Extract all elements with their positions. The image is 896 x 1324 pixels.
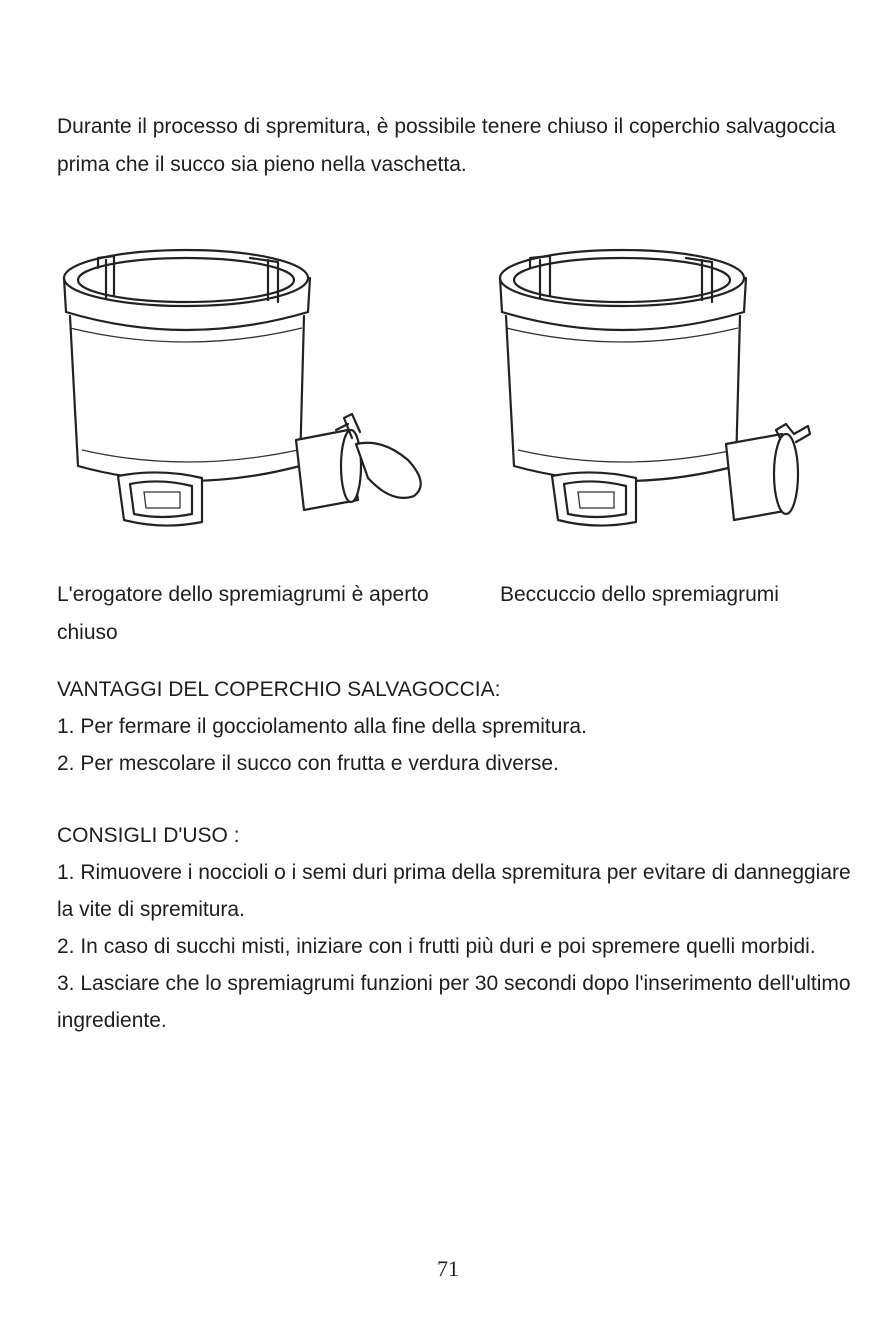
juicer-bowl-spout-closed-illustration bbox=[490, 238, 830, 538]
advantages-section bbox=[57, 672, 857, 782]
tips-item: 3. Lasciare che lo spremiagrumi funzioni per 30 secondi dopo l'inserimento dell'ultimo ingrediente. bbox=[57, 972, 851, 1032]
juicer-bowl-spout-open-illustration bbox=[52, 238, 432, 538]
page-number: 71 bbox=[437, 1256, 459, 1281]
juicer-bowl-closed-icon bbox=[490, 238, 830, 538]
tips-item: 2. In caso di succhi misti, iniziare con i frutti più duri e poi spremere quelli morbidi. bbox=[57, 935, 816, 958]
tips-section bbox=[57, 818, 857, 1039]
caption-spout-open: L'erogatore dello spremiagrumi è aperto chiuso bbox=[57, 583, 429, 644]
tips-heading: CONSIGLI D'USO : bbox=[57, 824, 240, 847]
juicer-bowl-open-icon bbox=[52, 238, 432, 538]
caption-spout-closed: Beccuccio dello spremiagrumi bbox=[500, 583, 779, 606]
intro-paragraph: Durante il processo di spremitura, è possibile tenere chiuso il coperchio salvagoccia prima che il succo sia pieno nella vaschetta. bbox=[57, 115, 836, 176]
advantages-item: 2. Per mescolare il succo con frutta e verdura diverse. bbox=[57, 752, 559, 775]
tips-item: 1. Rimuovere i noccioli o i semi duri prima della spremitura per evitare di danneggiare la vite di spremitura. bbox=[57, 861, 851, 921]
advantages-item: 1. Per fermare il gocciolamento alla fine della spremitura. bbox=[57, 715, 587, 738]
advantages-heading: VANTAGGI DEL COPERCHIO SALVAGOCCIA: bbox=[57, 678, 501, 701]
